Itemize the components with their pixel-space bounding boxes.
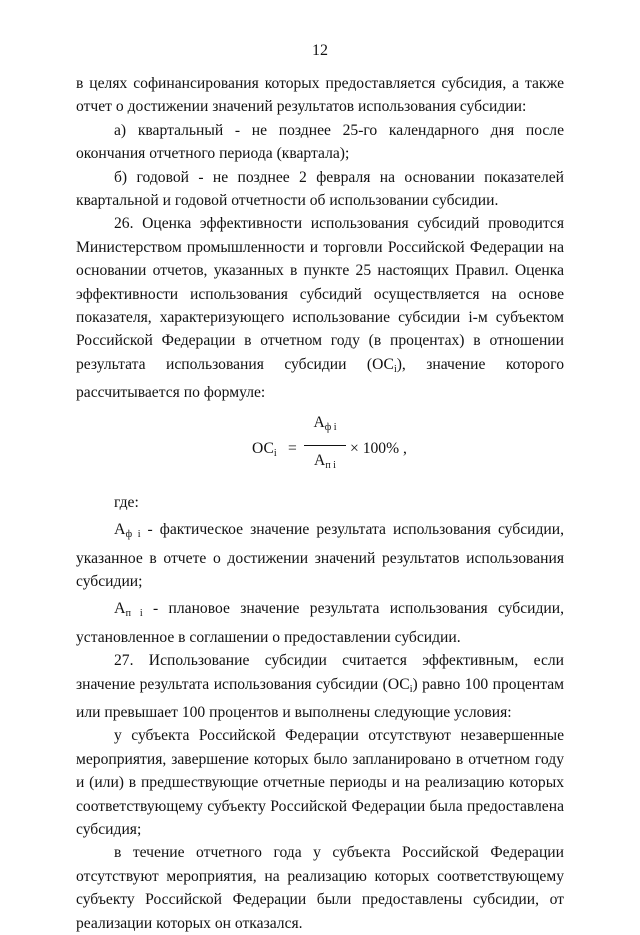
fraction-bar <box>304 445 346 446</box>
paragraph-item-a: а) квартальный - не позднее 25-го календарного дня после окончания отчетного периода (квартала); <box>76 121 564 163</box>
formula-num-symbol: А <box>313 413 325 431</box>
formula-block <box>76 405 564 491</box>
definition-planned-sub: п i <box>125 608 143 620</box>
formula-lhs-sub: i <box>273 447 277 459</box>
paragraph-item-b: б) годовой - не позднее 2 февраля на основании показателей квартальной и годовой отчетности об использовании субсидии. <box>76 168 564 210</box>
paragraph-26-text: 26. Оценка эффективности использования субсидий проводится Министерством промышленности и торговли Российской Федерации на основании отчетов, указанных в пункте 25 настоящих Правил. Оценка эффективности использования субсидий осуществляется на основе показателя, характеризующего использование субсидии i-м субъектом Российской Федерации в отчетном году (в процентах) в отношении результата использования субсидии (ОС <box>76 215 564 373</box>
formula-den-symbol: А <box>314 451 326 469</box>
definition-actual-sub: ф i <box>125 529 141 541</box>
paragraph-26-tail: ), значение которого рассчитывается по формуле: <box>76 355 565 402</box>
formula-lhs-symbol: ОС <box>252 439 274 457</box>
document-body <box>76 72 564 935</box>
definition-planned <box>76 597 564 649</box>
definition-planned-text: - плановое значение результата использования субсидии, установленное в соглашении о предоставлении субсидии. <box>76 600 564 646</box>
paragraph-continuation: в целях софинансирования которых предоставляется субсидия, а также отчет о достижении значений результатов использования субсидии: <box>76 75 564 116</box>
formula-rest: × 100% , <box>350 439 407 457</box>
formula-numerator <box>304 411 346 439</box>
paragraph-27-text: 27. Использование субсидии считается эффективным, если значение результата использования субсидии (ОС <box>76 652 564 693</box>
formula-lhs <box>252 437 277 465</box>
paragraph-27-sub: i <box>409 683 413 695</box>
formula-den-sub: п i <box>325 459 336 471</box>
definition-actual-text: - фактическое значение результата использования субсидии, указанное в отчете о достижении значений результатов использования субсидии; <box>76 521 564 590</box>
formula-equals: = <box>288 439 297 457</box>
definition-actual <box>76 518 564 593</box>
condition-2: в течение отчетного года у субъекта Российской Федерации отсутствуют мероприятия, на реализацию которых соответствующему субъекту Российской Федерации были предоставлены субсидии, от реализации которых он отказался. <box>76 844 564 932</box>
paragraph-27 <box>76 649 564 724</box>
formula-num-sub: ф i <box>324 421 337 433</box>
formula-denominator <box>304 449 346 477</box>
page-number: 12 <box>312 42 328 59</box>
definition-planned-symbol: А <box>114 600 126 618</box>
paragraph-26-sub: i <box>393 363 397 375</box>
paragraph-26 <box>76 212 564 404</box>
where-label: где: <box>114 493 139 511</box>
condition-1: у субъекта Российской Федерации отсутствуют незавершенные мероприятия, завершение которых было запланировано в отчетном году и (или) в предшествующие отчетные периоды и на реализацию которых соответствующему субъекту Российской Федерации была предоставлена субсидия; <box>76 727 564 838</box>
paragraph-27-tail: ) равно 100 процентам или превышает 100 процентов и выполнены следующие условия: <box>76 675 564 721</box>
definition-actual-symbol: А <box>114 521 126 539</box>
